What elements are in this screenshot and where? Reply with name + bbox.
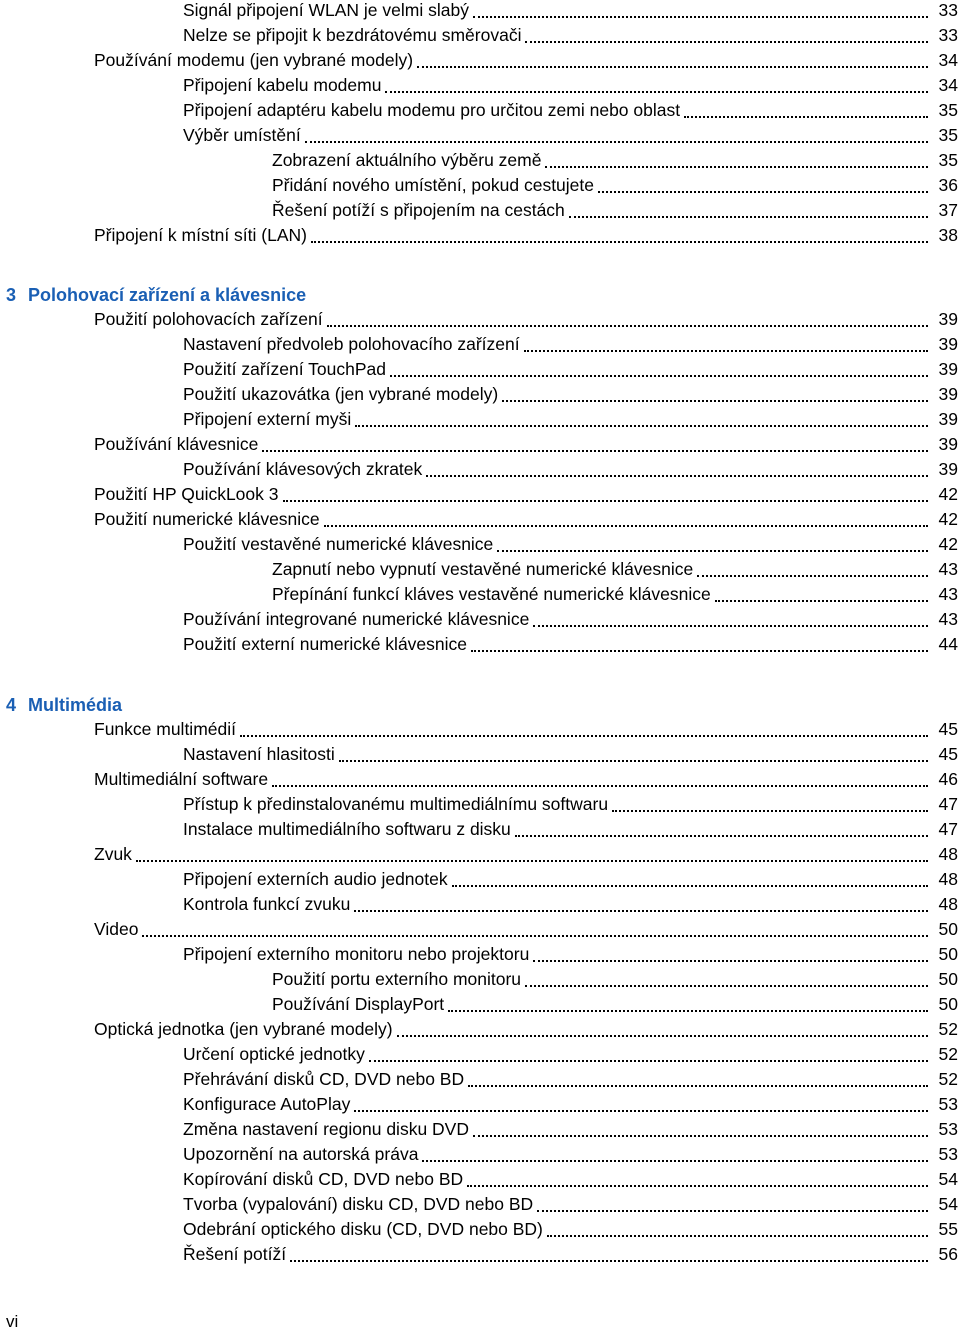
toc-entry-page: 36 (938, 175, 958, 195)
toc-entry-title: Zapnutí nebo vypnutí vestavěné numerické klávesnice (272, 559, 694, 579)
toc-entry[interactable] (94, 48, 960, 73)
toc-entry-title: Odebrání optického disku (CD, DVD nebo BD) (183, 1219, 543, 1239)
toc-entry-page: 35 (938, 150, 958, 170)
toc-entry[interactable] (183, 382, 960, 407)
toc-entry[interactable] (183, 1092, 960, 1117)
toc-entry-title: Nastavení předvoleb polohovacího zařízení (183, 334, 520, 354)
toc-entry-page: 45 (938, 744, 958, 764)
toc-entry-page: 34 (938, 50, 958, 70)
toc-entry-title: Použití externí numerické klávesnice (183, 634, 468, 654)
dot-leader (515, 835, 928, 837)
dot-leader (502, 400, 928, 402)
toc-entry-page: 55 (938, 1219, 958, 1239)
toc-entry[interactable] (94, 917, 960, 942)
toc-entry-page: 33 (938, 0, 958, 20)
toc-entry-page: 46 (938, 769, 958, 789)
dot-leader (240, 735, 928, 737)
toc-entry[interactable] (183, 532, 960, 557)
toc-entry-page: 35 (938, 100, 958, 120)
toc-entry-title: Použití portu externího monitoru (272, 969, 522, 989)
toc-entry-page: 35 (938, 125, 958, 145)
toc-entry[interactable] (94, 223, 960, 248)
toc-entry-title: Použití zařízení TouchPad (183, 359, 386, 379)
toc-entry-page: 43 (938, 609, 958, 629)
toc-entry[interactable] (272, 992, 960, 1017)
toc-entry-page: 52 (938, 1069, 958, 1089)
toc-entry[interactable] (183, 942, 960, 967)
toc-entry[interactable] (183, 1067, 960, 1092)
toc-entry-title: Používání klávesnice (94, 434, 259, 454)
dot-leader (448, 1010, 928, 1012)
toc-entry-page: 50 (938, 944, 958, 964)
toc-entry[interactable] (272, 557, 960, 582)
toc-entry-title: Použití HP QuickLook 3 (94, 484, 279, 504)
toc-entry-page: 43 (938, 584, 958, 604)
toc-entry-page: 50 (938, 919, 958, 939)
page-number-footer: vi (6, 1312, 19, 1331)
toc-entry[interactable] (183, 23, 960, 48)
dot-leader (537, 1210, 928, 1212)
chapter-heading[interactable] (6, 692, 122, 718)
toc-entry-title: Používání klávesových zkratek (183, 459, 423, 479)
toc-entry-title: Použití ukazovátka (jen vybrané modely) (183, 384, 499, 404)
toc-entry-page: 39 (938, 384, 958, 404)
dot-leader (324, 525, 928, 527)
toc-entry-page: 54 (938, 1194, 958, 1214)
toc-entry-title: Řešení potíží s připojením na cestách (272, 200, 565, 220)
dot-leader (422, 1160, 928, 1162)
dot-leader (272, 785, 928, 787)
dot-leader (390, 375, 928, 377)
dot-leader (473, 1135, 928, 1137)
toc-entry[interactable] (94, 842, 960, 867)
dot-leader (136, 860, 928, 862)
dot-leader (339, 760, 928, 762)
toc-entry[interactable] (272, 148, 960, 173)
toc-entry-page: 39 (938, 459, 958, 479)
toc-entry[interactable] (183, 1117, 960, 1142)
toc-entry[interactable] (183, 1167, 960, 1192)
toc-entry-page: 33 (938, 25, 958, 45)
toc-entry-title: Optická jednotka (jen vybrané modely) (94, 1019, 393, 1039)
dot-leader (533, 625, 928, 627)
toc-entry-page: 54 (938, 1169, 958, 1189)
toc-entry[interactable] (94, 767, 960, 792)
toc-entry-page: 56 (938, 1244, 958, 1264)
toc-entry-title: Přehrávání disků CD, DVD nebo BD (183, 1069, 465, 1089)
toc-entry-title: Nastavení hlasitosti (183, 744, 335, 764)
toc-entry[interactable] (183, 792, 960, 817)
toc-entry-page: 42 (938, 484, 958, 504)
dot-leader (467, 1185, 928, 1187)
dot-leader (612, 810, 928, 812)
toc-entry-page: 43 (938, 559, 958, 579)
toc-entry-page: 42 (938, 509, 958, 529)
toc-entry-title: Funkce multimédií (94, 719, 236, 739)
dot-leader (142, 935, 928, 937)
dot-leader (385, 91, 928, 93)
toc-entry[interactable] (183, 407, 960, 432)
dot-leader (311, 241, 928, 243)
toc-entry-title: Výběr umístění (183, 125, 301, 145)
toc-entry-title: Kopírování disků CD, DVD nebo BD (183, 1169, 464, 1189)
chapter-title: Multimédia (28, 695, 123, 715)
toc-entry-page: 48 (938, 869, 958, 889)
dot-leader (355, 425, 928, 427)
dot-leader (426, 475, 928, 477)
toc-entry[interactable] (183, 457, 960, 482)
dot-leader (354, 1110, 928, 1112)
dot-leader (452, 885, 928, 887)
toc-entry-title: Připojení externího monitoru nebo projektoru (183, 944, 530, 964)
dot-leader (354, 910, 928, 912)
toc-entry-page: 39 (938, 334, 958, 354)
toc-entry-title: Připojení k místní síti (LAN) (94, 225, 307, 245)
toc-entry[interactable] (272, 582, 960, 607)
toc-entry[interactable] (183, 1217, 960, 1242)
toc-entry[interactable] (94, 482, 960, 507)
toc-entry[interactable] (272, 967, 960, 992)
toc-entry[interactable] (272, 173, 960, 198)
dot-leader (525, 985, 928, 987)
toc-entry-title: Instalace multimediálního softwaru z disku (183, 819, 511, 839)
toc-entry-title: Používání integrované numerické klávesnice (183, 609, 530, 629)
toc-entry[interactable] (183, 73, 960, 98)
toc-entry-page: 47 (938, 819, 958, 839)
toc-entry[interactable] (183, 607, 960, 632)
toc-entry-title: Signál připojení WLAN je velmi slabý (183, 0, 469, 20)
chapter-number: 3 (6, 285, 17, 305)
toc-entry-page: 52 (938, 1019, 958, 1039)
toc-entry[interactable] (183, 1242, 960, 1267)
toc-entry[interactable] (183, 632, 960, 657)
toc-entry-title: Kontrola funkcí zvuku (183, 894, 351, 914)
toc-entry-page: 50 (938, 994, 958, 1014)
toc-entry-title: Připojení adaptéru kabelu modemu pro určitou zemi nebo oblast (183, 100, 681, 120)
toc-entry-title: Multimediální software (94, 769, 269, 789)
toc-entry-page: 42 (938, 534, 958, 554)
toc-entry-page: 53 (938, 1144, 958, 1164)
toc-entry[interactable] (94, 432, 960, 457)
toc-entry-title: Nelze se připojit k bezdrátovému směrovači (183, 25, 522, 45)
chapter-heading[interactable] (6, 282, 306, 308)
toc-entry[interactable] (94, 507, 960, 532)
dot-leader (545, 166, 928, 168)
toc-entry[interactable] (183, 1192, 960, 1217)
toc-entry-page: 39 (938, 409, 958, 429)
toc-entry[interactable] (183, 357, 960, 382)
chapter-number: 4 (6, 695, 17, 715)
dot-leader (524, 350, 928, 352)
toc-entry-title: Přidání nového umístění, pokud cestujete (272, 175, 595, 195)
dot-leader (533, 960, 928, 962)
toc-entry-page: 45 (938, 719, 958, 739)
toc-entry[interactable] (183, 0, 960, 23)
toc-entry[interactable] (94, 307, 960, 332)
dot-leader (697, 575, 928, 577)
toc-entry-title: Konfigurace AutoPlay (183, 1094, 351, 1114)
toc-entry[interactable] (183, 1142, 960, 1167)
toc-entry-page: 47 (938, 794, 958, 814)
toc-entry-page: 44 (938, 634, 958, 654)
toc-entry[interactable] (183, 892, 960, 917)
toc-entry[interactable] (94, 717, 960, 742)
toc-entry-title: Přepínání funkcí kláves vestavěné numerické klávesnice (272, 584, 711, 604)
toc-entry-title: Používání modemu (jen vybrané modely) (94, 50, 414, 70)
dot-leader (497, 550, 928, 552)
toc-entry-title: Upozornění na autorská práva (183, 1144, 419, 1164)
toc-entry-title: Používání DisplayPort (272, 994, 445, 1014)
toc-entry-title: Zobrazení aktuálního výběru země (272, 150, 542, 170)
toc-entry-title: Přístup k předinstalovanému multimediálnímu softwaru (183, 794, 609, 814)
toc-entry-page: 39 (938, 309, 958, 329)
toc-entry-page: 39 (938, 359, 958, 379)
toc-entry-title: Připojení externí myši (183, 409, 352, 429)
toc-entry-title: Tvorba (vypalování) disku CD, DVD nebo BD (183, 1194, 534, 1214)
toc-entry-page: 53 (938, 1119, 958, 1139)
dot-leader (417, 66, 928, 68)
toc-entry-title: Video (94, 919, 139, 939)
toc-entry-page: 48 (938, 894, 958, 914)
dot-leader (715, 600, 928, 602)
toc-entry[interactable] (183, 742, 960, 767)
toc-entry[interactable] (183, 98, 960, 123)
dot-leader (397, 1035, 928, 1037)
toc-entry-page: 39 (938, 434, 958, 454)
toc-entry-page: 34 (938, 75, 958, 95)
dot-leader (305, 141, 928, 143)
toc-entry[interactable] (183, 332, 960, 357)
toc-entry-title: Změna nastavení regionu disku DVD (183, 1119, 469, 1139)
dot-leader (471, 650, 928, 652)
chapter-title: Polohovací zařízení a klávesnice (28, 285, 307, 305)
toc-entry-title: Určení optické jednotky (183, 1044, 365, 1064)
toc-entry-title: Připojení kabelu modemu (183, 75, 382, 95)
toc-entry-title: Použití vestavěné numerické klávesnice (183, 534, 494, 554)
dot-leader (684, 116, 928, 118)
dot-leader (525, 41, 928, 43)
toc-entry[interactable] (272, 198, 960, 223)
toc-entry-title: Použití polohovacích zařízení (94, 309, 323, 329)
dot-leader (290, 1260, 928, 1262)
toc-entry-title: Řešení potíží (183, 1244, 287, 1264)
toc-entry[interactable] (94, 1017, 960, 1042)
dot-leader (327, 325, 928, 327)
dot-leader (598, 191, 928, 193)
dot-leader (262, 450, 928, 452)
toc-entry-page: 53 (938, 1094, 958, 1114)
toc-entry[interactable] (183, 867, 960, 892)
dot-leader (569, 216, 928, 218)
toc-entry-page: 48 (938, 844, 958, 864)
toc-entry-title: Zvuk (94, 844, 132, 864)
dot-leader (468, 1085, 928, 1087)
dot-leader (283, 500, 929, 502)
dot-leader (473, 16, 928, 18)
toc-entry-page: 52 (938, 1044, 958, 1064)
dot-leader (547, 1235, 928, 1237)
toc-entry-title: Použití numerické klávesnice (94, 509, 320, 529)
toc-entry[interactable] (183, 1042, 960, 1067)
dot-leader (369, 1060, 928, 1062)
toc-entry-page: 37 (938, 200, 958, 220)
toc-entry[interactable] (183, 817, 960, 842)
toc-entry-title: Připojení externích audio jednotek (183, 869, 448, 889)
toc-entry-page: 38 (938, 225, 958, 245)
toc-entry[interactable] (183, 123, 960, 148)
toc-entry-page: 50 (938, 969, 958, 989)
